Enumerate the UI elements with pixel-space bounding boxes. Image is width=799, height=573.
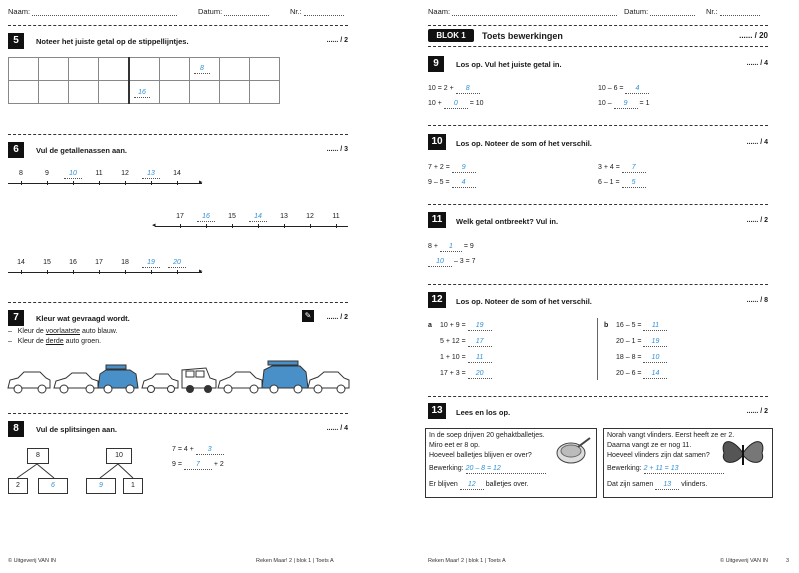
answer-text: balletjes over.	[485, 481, 529, 488]
number-line-label: 12	[121, 170, 129, 177]
exercise-title: Vul de getallenassen aan.	[36, 146, 128, 155]
equation-text: 7 = 4 +	[172, 446, 194, 453]
calculation-answer[interactable]: 2 + 11 = 13	[644, 465, 724, 474]
grid-answer[interactable]: 16	[134, 89, 150, 98]
separator	[428, 284, 768, 285]
instruction-underline: derde	[45, 338, 64, 345]
instruction-1: – Kleur de voorlaatste auto blauw.	[8, 328, 118, 335]
equation-text: 3 + 4 =	[598, 164, 620, 171]
equation	[428, 164, 476, 173]
calculation-label: Bewerking:	[607, 465, 642, 472]
number-line-label: 9	[45, 170, 49, 177]
number-line-tick	[177, 270, 178, 274]
footer-publisher: © Uitgeverij VAN IN	[720, 558, 768, 564]
number-line-tick	[21, 181, 22, 185]
split-right-answer[interactable]: 6	[38, 478, 68, 494]
equation-text: 20 – 1 =	[616, 338, 644, 345]
exercise-title: Los op. Noteer de som of het verschil.	[456, 297, 592, 306]
date-field[interactable]	[624, 7, 695, 16]
split-top: 8	[27, 448, 49, 464]
equation-text: = 1	[639, 100, 650, 107]
exercise-number: 9	[428, 56, 444, 72]
answer-text: Dat zijn samen	[607, 481, 654, 488]
number-line-tick	[73, 270, 74, 274]
equation	[598, 179, 646, 188]
number-line-tick	[336, 224, 337, 228]
answer-row	[607, 481, 707, 490]
equation	[428, 258, 476, 267]
problem-line: Hoeveel balletjes blijven er over?	[429, 452, 532, 459]
car-1[interactable]	[8, 372, 50, 393]
equation-answer[interactable]: 10	[643, 354, 667, 363]
car-4[interactable]	[142, 374, 178, 393]
exercise-title: Lees en los op.	[456, 408, 511, 417]
calculation-label: Bewerking:	[429, 465, 464, 472]
split-left: 2	[8, 478, 28, 494]
equation-answer[interactable]: 0	[444, 100, 468, 109]
number-line-tick	[99, 270, 100, 274]
arrow-head-icon: ▸	[199, 268, 203, 275]
exercise-number: 12	[428, 292, 446, 308]
exercise-title: Noteer het juiste getal op de stippellijntjes.	[36, 37, 189, 46]
equation-answer[interactable]: 7	[622, 164, 646, 173]
equation-answer[interactable]: 5	[622, 179, 646, 188]
equation-text: 18 – 8 =	[616, 354, 644, 361]
answer-value[interactable]: 12	[460, 481, 484, 490]
name-line	[32, 7, 177, 16]
equation-answer[interactable]: 14	[643, 370, 667, 379]
exercise-number: 13	[428, 403, 446, 419]
footer-book: Reken Maar! 2 | blok 1 | Toets A	[428, 558, 506, 564]
name-label: Naam:	[428, 7, 451, 16]
name-field[interactable]	[8, 7, 177, 16]
number-line-label: 16	[69, 259, 77, 266]
problem-line: Hoeveel vlinders zijn dat samen?	[607, 452, 710, 459]
score: ...... / 2	[746, 408, 768, 415]
number-line-tick	[125, 270, 126, 274]
score: ...... / 4	[326, 425, 348, 432]
exercise-title: Los op. Noteer de som of het verschil.	[456, 139, 592, 148]
separator	[428, 25, 768, 26]
number-line-tick	[21, 270, 22, 274]
car-7-colored-blue[interactable]	[262, 361, 308, 393]
nr-line	[304, 7, 344, 16]
number-line-tick	[206, 224, 207, 228]
color-pencil-icon: ✎	[302, 310, 314, 322]
equation-text: 1 + 10 =	[440, 354, 468, 361]
number-line-axis	[8, 272, 202, 273]
separator	[8, 134, 348, 135]
equation-answer[interactable]: 4	[452, 179, 476, 188]
number-line-label: 15	[228, 213, 236, 220]
equation-text: + 2	[213, 461, 224, 468]
number-line-label: 13	[280, 213, 288, 220]
word-problem-1	[425, 428, 597, 498]
date-line	[224, 7, 269, 16]
separator	[8, 25, 348, 26]
score: ...... / 2	[326, 37, 348, 44]
number-line-tick	[151, 181, 152, 185]
name-line	[452, 7, 617, 16]
exercise-title: Welk getal ontbreekt? Vul in.	[456, 217, 559, 226]
name-field[interactable]	[428, 7, 617, 16]
nr-label: Nr.:	[290, 7, 302, 16]
date-line	[650, 7, 695, 16]
car-3-colored-blue[interactable]	[98, 365, 138, 393]
total-score: ...... / 20	[739, 31, 768, 40]
separator	[428, 396, 768, 397]
number-line-answer[interactable]: 19	[142, 259, 160, 268]
answer-text: vlinders.	[681, 481, 708, 488]
nr-label: Nr.:	[706, 7, 718, 16]
equation	[428, 85, 480, 94]
calculation-answer[interactable]: 20 – 8 = 12	[466, 465, 546, 474]
number-line-label: 14	[17, 259, 25, 266]
separator	[428, 125, 768, 126]
number-line-label: 12	[306, 213, 314, 220]
equation-answer[interactable]: 9	[452, 164, 476, 173]
footer-publisher: © Uitgeverij VAN IN	[8, 558, 56, 564]
equation-text: – 3 = 7	[453, 258, 476, 265]
equation-answer[interactable]: 4	[625, 85, 649, 94]
name-label: Naam:	[8, 7, 31, 16]
score: ...... / 2	[326, 314, 348, 321]
score: ...... / 4	[746, 60, 768, 67]
instruction-text: auto groen.	[63, 338, 102, 345]
equation	[428, 179, 476, 188]
separator	[8, 302, 348, 303]
arrow-head-icon: ▸	[199, 179, 203, 186]
exercise-number: 6	[8, 142, 24, 158]
equation	[440, 338, 492, 347]
problem-line: Daarna vangt ze er nog 11.	[607, 442, 692, 449]
equation-text: 10 – 6 =	[598, 85, 624, 92]
exercise-title: Kleur wat gevraagd wordt.	[36, 314, 130, 323]
page-number: 3	[786, 558, 790, 564]
equation-text: 10 = 2 +	[428, 85, 454, 92]
answer-row	[429, 481, 529, 490]
blok-badge: BLOK 1	[428, 29, 474, 42]
number-line-tick	[258, 224, 259, 228]
column-label-b: b	[604, 322, 609, 329]
equation	[598, 100, 649, 109]
exercise-number: 5	[8, 33, 24, 49]
equation-text: 5 + 12 =	[440, 338, 468, 345]
exercise-number: 8	[8, 421, 24, 437]
number-line-tick	[151, 270, 152, 274]
number-line-answer[interactable]: 20	[168, 259, 186, 268]
split-equation-1	[172, 446, 224, 455]
answer-text: Er blijven	[429, 481, 458, 488]
equation-answer[interactable]: 19	[468, 322, 492, 331]
equation	[616, 354, 667, 363]
equation	[440, 322, 492, 331]
date-label: Datum:	[198, 7, 223, 16]
word-problem-2	[603, 428, 773, 498]
score: ...... / 3	[326, 146, 348, 153]
equation-text: 10 +	[428, 100, 442, 107]
separator	[428, 46, 768, 47]
equation	[428, 243, 474, 252]
number-line-tick	[180, 224, 181, 228]
equation	[616, 370, 667, 379]
problem-line: Miro eet er 8 op.	[429, 442, 480, 449]
number-line-tick	[47, 181, 48, 185]
equation-text: 16 – 5 =	[616, 322, 644, 329]
number-line-answer[interactable]: 13	[142, 170, 160, 179]
equation-answer[interactable]: 17	[468, 338, 492, 347]
number-line-label: 14	[173, 170, 181, 177]
instruction-2: – Kleur de derde auto groen.	[8, 338, 102, 345]
equation	[616, 322, 667, 331]
date-label: Datum:	[624, 7, 649, 16]
split-left-answer[interactable]: 9	[86, 478, 116, 494]
instruction-underline: voorlaatste	[45, 328, 81, 335]
number-line-answer[interactable]: 14	[249, 213, 267, 222]
calculation-row	[429, 465, 546, 474]
score: ...... / 4	[746, 139, 768, 146]
number-line-tick	[99, 181, 100, 185]
equation-text: 10 –	[598, 100, 612, 107]
exercise-title: Vul de splitsingen aan.	[36, 425, 117, 434]
split-top: 10	[106, 448, 132, 464]
number-line-label: 17	[176, 213, 184, 220]
separator	[8, 413, 348, 414]
equation-text: 17 + 3 =	[440, 370, 468, 377]
number-line-answer[interactable]: 10	[64, 170, 82, 179]
equation	[440, 354, 492, 363]
number-line-label: 11	[332, 213, 340, 220]
equation-answer[interactable]: 20	[468, 370, 492, 379]
equation-text: 6 – 1 =	[598, 179, 620, 186]
equation	[616, 338, 667, 347]
number-line-tick	[47, 270, 48, 274]
grid-answer[interactable]: 8	[194, 65, 210, 74]
number-line-label: 15	[43, 259, 51, 266]
footer-book: Reken Maar! 2 | blok 1 | Toets A	[256, 558, 334, 564]
equation	[598, 164, 646, 173]
number-line-tick	[125, 181, 126, 185]
equation-answer[interactable]: 19	[643, 338, 667, 347]
number-line-label: 11	[95, 170, 103, 177]
exercise-number: 10	[428, 134, 446, 150]
number-line-tick	[284, 224, 285, 228]
equation	[428, 100, 484, 109]
equation-answer[interactable]: 9	[614, 100, 638, 109]
number-line-tick	[232, 224, 233, 228]
soup-bowl-icon	[554, 435, 592, 467]
test-title: Toets bewerkingen	[482, 31, 563, 41]
exercise-number: 11	[428, 212, 446, 228]
number-line-label: 18	[121, 259, 129, 266]
calculation-row	[607, 465, 724, 474]
equation-answer[interactable]: 10	[428, 258, 452, 267]
equation	[598, 85, 649, 94]
number-line-label: 17	[95, 259, 103, 266]
equation-answer[interactable]: 11	[468, 354, 492, 363]
column-label-a: a	[428, 322, 432, 329]
number-line-label: 8	[19, 170, 23, 177]
number-line-axis	[155, 226, 348, 227]
split-equation-2	[172, 461, 224, 470]
equation-answer[interactable]: 7	[184, 461, 212, 470]
number-grid	[8, 57, 280, 104]
car-6[interactable]	[218, 372, 262, 393]
score: ...... / 8	[746, 297, 768, 304]
cars-row	[6, 360, 351, 396]
number-line-answer[interactable]: 16	[197, 213, 215, 222]
nr-field[interactable]	[290, 7, 344, 16]
column-divider	[597, 318, 598, 380]
equation-answer[interactable]: 1	[440, 243, 462, 252]
exercise-title: Los op. Vul het juiste getal in.	[456, 60, 562, 69]
equation-text: 9 – 5 =	[428, 179, 450, 186]
number-line-axis	[8, 183, 202, 184]
equation-answer[interactable]: 11	[643, 322, 667, 331]
instruction-text: auto blauw.	[80, 328, 118, 335]
number-line-tick	[177, 181, 178, 185]
problem-line: Norah vangt vlinders. Eerst heeft ze er 2.	[607, 432, 735, 439]
car-5[interactable]	[182, 368, 216, 393]
car-8[interactable]	[308, 372, 349, 393]
butterfly-icon	[720, 433, 766, 473]
instruction-text: Kleur de	[17, 338, 46, 345]
equation-answer[interactable]: 3	[196, 446, 224, 455]
exercise-number: 7	[8, 310, 24, 326]
equation-text: 7 + 2 =	[428, 164, 450, 171]
date-field[interactable]	[198, 7, 269, 16]
problem-line: In de soep drijven 20 gehaktballetjes.	[429, 432, 545, 439]
nr-line	[720, 7, 760, 16]
equation-text: = 10	[469, 100, 484, 107]
separator	[428, 204, 768, 205]
equation-text: = 9	[463, 243, 474, 250]
instruction-text: Kleur de	[17, 328, 46, 335]
answer-value[interactable]: 13	[655, 481, 679, 490]
equation-text: 10 + 9 =	[440, 322, 468, 329]
equation-text: 20 – 6 =	[616, 370, 644, 377]
car-2[interactable]	[54, 373, 98, 393]
number-line-tick	[310, 224, 311, 228]
arrow-head-icon: ◂	[152, 222, 156, 229]
nr-field[interactable]	[706, 7, 760, 16]
equation-text: 9 =	[172, 461, 182, 468]
split-right: 1	[123, 478, 143, 494]
equation-answer[interactable]: 8	[456, 85, 480, 94]
number-line-tick	[73, 181, 74, 185]
score: ...... / 2	[746, 217, 768, 224]
equation	[440, 370, 492, 379]
equation-text: 8 +	[428, 243, 438, 250]
